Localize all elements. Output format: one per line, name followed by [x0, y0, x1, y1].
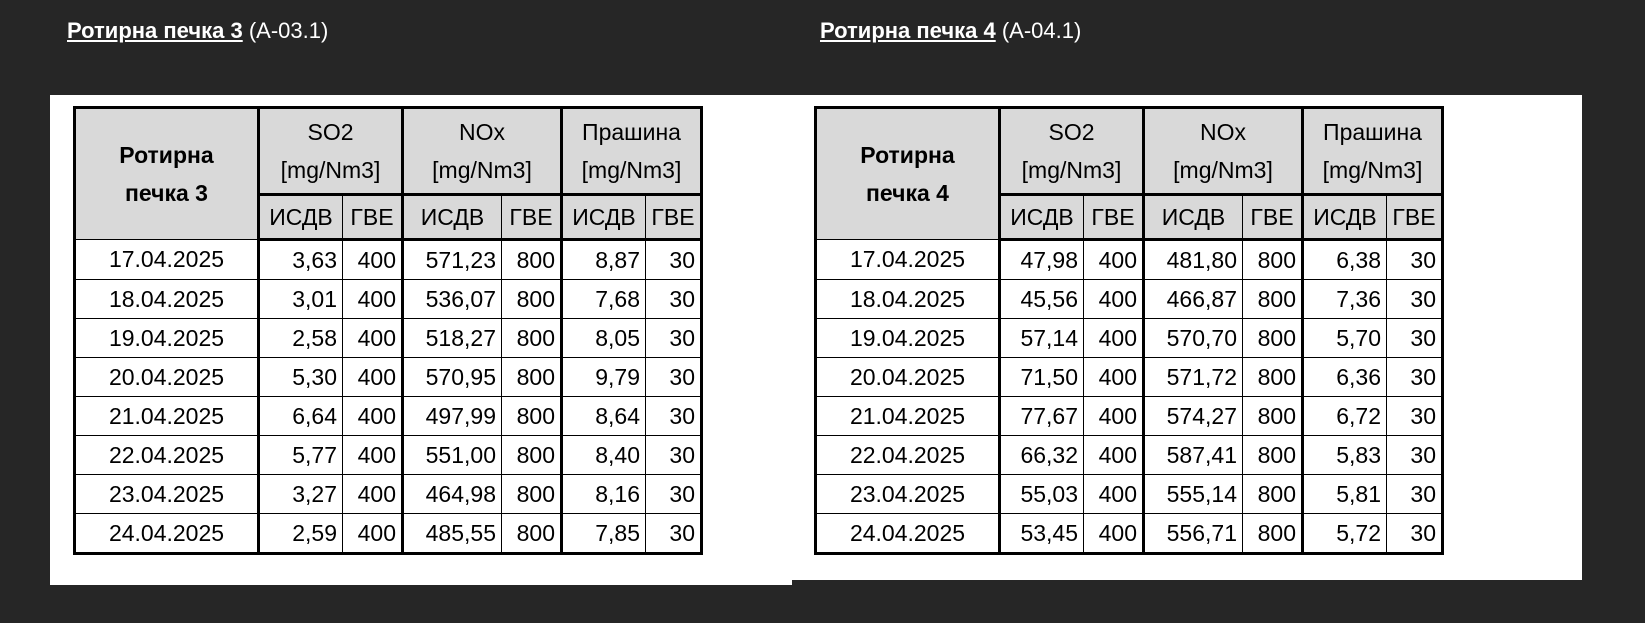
table-row	[816, 436, 1443, 475]
table-row	[75, 436, 702, 475]
dust-isdv-cell: 6,36	[1303, 358, 1387, 397]
dust-isdv-cell: 8,16	[562, 475, 646, 514]
heading-code: (А-03.1)	[242, 18, 329, 43]
dust-gve-cell: 30	[646, 514, 702, 554]
table-row	[75, 397, 702, 436]
table-row	[816, 397, 1443, 436]
group-name: Прашина	[1323, 119, 1422, 145]
so2-gve-cell: 400	[343, 319, 403, 358]
so2-gve-cell: 400	[343, 397, 403, 436]
group-unit: [mg/Nm3]	[1173, 157, 1273, 183]
so2-isdv-cell: 77,67	[1000, 397, 1084, 436]
so2-isdv-cell: 2,58	[259, 319, 343, 358]
dust-gve-cell: 30	[1387, 397, 1443, 436]
date-cell: 24.04.2025	[75, 514, 259, 554]
table-row	[816, 240, 1443, 280]
corner-header	[75, 108, 259, 240]
subheader-isdv: ИСДВ	[562, 195, 646, 240]
dust-gve-cell: 30	[646, 397, 702, 436]
dust-gve-cell: 30	[1387, 514, 1443, 554]
nox-gve-cell: 800	[502, 280, 562, 319]
group-name: Прашина	[582, 119, 681, 145]
table-row	[75, 319, 702, 358]
dust-isdv-cell: 8,64	[562, 397, 646, 436]
nox-isdv-cell: 570,70	[1144, 319, 1243, 358]
header-row	[816, 108, 1443, 195]
dust-isdv-cell: 5,70	[1303, 319, 1387, 358]
so2-gve-cell: 400	[1084, 280, 1144, 319]
date-cell: 24.04.2025	[816, 514, 1000, 554]
dust-gve-cell: 30	[646, 475, 702, 514]
so2-gve-cell: 400	[1084, 475, 1144, 514]
subheader-gve: ГВЕ	[343, 195, 403, 240]
dust-gve-cell: 30	[646, 358, 702, 397]
dust-gve-cell: 30	[646, 280, 702, 319]
table-body	[75, 240, 702, 554]
dust-gve-cell: 30	[1387, 280, 1443, 319]
so2-isdv-cell: 57,14	[1000, 319, 1084, 358]
subheader-gve: ГВЕ	[646, 195, 702, 240]
date-cell: 18.04.2025	[816, 280, 1000, 319]
dust-isdv-cell: 7,85	[562, 514, 646, 554]
group-unit: [mg/Nm3]	[432, 157, 532, 183]
corner-line: Ротирна	[860, 142, 955, 168]
table-row	[75, 358, 702, 397]
nox-isdv-cell: 570,95	[403, 358, 502, 397]
so2-gve-cell: 400	[343, 240, 403, 280]
corner-line: Ротирна	[119, 142, 214, 168]
so2-isdv-cell: 66,32	[1000, 436, 1084, 475]
dust-gve-cell: 30	[1387, 240, 1443, 280]
so2-gve-cell: 400	[1084, 397, 1144, 436]
heading-kiln-4	[820, 18, 1081, 44]
table-row	[816, 475, 1443, 514]
so2-isdv-cell: 3,01	[259, 280, 343, 319]
dust-gve-cell: 30	[1387, 358, 1443, 397]
subheader-gve: ГВЕ	[502, 195, 562, 240]
subheader-gve: ГВЕ	[1084, 195, 1144, 240]
group-name: SO2	[307, 119, 354, 145]
nox-isdv-cell: 497,99	[403, 397, 502, 436]
nox-gve-cell: 800	[1243, 319, 1303, 358]
dust-gve-cell: 30	[646, 240, 702, 280]
so2-gve-cell: 400	[1084, 240, 1144, 280]
nox-isdv-cell: 481,80	[1144, 240, 1243, 280]
subheader-isdv: ИСДВ	[403, 195, 502, 240]
dust-isdv-cell: 6,38	[1303, 240, 1387, 280]
nox-isdv-cell: 485,55	[403, 514, 502, 554]
nox-gve-cell: 800	[1243, 475, 1303, 514]
table-row	[75, 240, 702, 280]
heading-title: Ротирна печка 3	[67, 18, 243, 43]
nox-isdv-cell: 556,71	[1144, 514, 1243, 554]
nox-gve-cell: 800	[1243, 397, 1303, 436]
so2-gve-cell: 400	[1084, 319, 1144, 358]
group-unit: [mg/Nm3]	[1322, 157, 1423, 183]
heading-kiln-3	[67, 18, 328, 44]
group-name: NOx	[1200, 119, 1246, 145]
table-row	[75, 514, 702, 554]
so2-gve-cell: 400	[343, 280, 403, 319]
nox-isdv-cell: 551,00	[403, 436, 502, 475]
group-header-nox	[403, 108, 562, 195]
so2-gve-cell: 400	[343, 358, 403, 397]
nox-isdv-cell: 536,07	[403, 280, 502, 319]
group-unit: [mg/Nm3]	[280, 157, 381, 183]
date-cell: 20.04.2025	[75, 358, 259, 397]
corner-line: печка 3	[125, 180, 208, 206]
so2-isdv-cell: 71,50	[1000, 358, 1084, 397]
nox-gve-cell: 800	[502, 240, 562, 280]
nox-gve-cell: 800	[502, 436, 562, 475]
nox-gve-cell: 800	[502, 514, 562, 554]
so2-isdv-cell: 53,45	[1000, 514, 1084, 554]
corner-header	[816, 108, 1000, 240]
nox-isdv-cell: 464,98	[403, 475, 502, 514]
nox-gve-cell: 800	[1243, 358, 1303, 397]
subheader-gve: ГВЕ	[1243, 195, 1303, 240]
nox-gve-cell: 800	[1243, 514, 1303, 554]
so2-isdv-cell: 3,27	[259, 475, 343, 514]
dust-isdv-cell: 7,68	[562, 280, 646, 319]
so2-isdv-cell: 5,77	[259, 436, 343, 475]
dust-gve-cell: 30	[1387, 475, 1443, 514]
group-unit: [mg/Nm3]	[1021, 157, 1122, 183]
table-body	[816, 240, 1443, 554]
dust-isdv-cell: 5,72	[1303, 514, 1387, 554]
panel-kiln-4	[792, 95, 1582, 580]
so2-isdv-cell: 45,56	[1000, 280, 1084, 319]
group-name: SO2	[1048, 119, 1095, 145]
heading-code: (А-04.1)	[995, 18, 1082, 43]
nox-gve-cell: 800	[502, 475, 562, 514]
heading-title: Ротирна печка 4	[820, 18, 996, 43]
nox-isdv-cell: 518,27	[403, 319, 502, 358]
dust-isdv-cell: 8,05	[562, 319, 646, 358]
date-cell: 17.04.2025	[816, 240, 1000, 280]
date-cell: 23.04.2025	[75, 475, 259, 514]
date-cell: 22.04.2025	[816, 436, 1000, 475]
header-row	[75, 108, 702, 195]
date-cell: 23.04.2025	[816, 475, 1000, 514]
so2-gve-cell: 400	[343, 514, 403, 554]
emissions-table-kiln-3	[73, 106, 703, 555]
so2-gve-cell: 400	[1084, 358, 1144, 397]
subheader-isdv: ИСДВ	[1000, 195, 1084, 240]
nox-isdv-cell: 571,23	[403, 240, 502, 280]
table-row	[75, 280, 702, 319]
group-header-so2	[1000, 108, 1144, 195]
so2-isdv-cell: 5,30	[259, 358, 343, 397]
so2-gve-cell: 400	[343, 475, 403, 514]
date-cell: 21.04.2025	[816, 397, 1000, 436]
subheader-isdv: ИСДВ	[259, 195, 343, 240]
so2-isdv-cell: 2,59	[259, 514, 343, 554]
table-row	[816, 358, 1443, 397]
corner-line: печка 4	[866, 180, 949, 206]
nox-isdv-cell: 574,27	[1144, 397, 1243, 436]
nox-gve-cell: 800	[502, 358, 562, 397]
date-cell: 22.04.2025	[75, 436, 259, 475]
so2-isdv-cell: 47,98	[1000, 240, 1084, 280]
group-header-so2	[259, 108, 403, 195]
subheader-isdv: ИСДВ	[1144, 195, 1243, 240]
table-row	[816, 280, 1443, 319]
date-cell: 19.04.2025	[75, 319, 259, 358]
so2-isdv-cell: 3,63	[259, 240, 343, 280]
group-name: NOx	[459, 119, 505, 145]
dust-gve-cell: 30	[646, 436, 702, 475]
dust-isdv-cell: 5,81	[1303, 475, 1387, 514]
dust-gve-cell: 30	[1387, 319, 1443, 358]
date-cell: 19.04.2025	[816, 319, 1000, 358]
nox-isdv-cell: 571,72	[1144, 358, 1243, 397]
nox-isdv-cell: 587,41	[1144, 436, 1243, 475]
dust-gve-cell: 30	[646, 319, 702, 358]
dust-isdv-cell: 8,87	[562, 240, 646, 280]
date-cell: 18.04.2025	[75, 280, 259, 319]
nox-gve-cell: 800	[1243, 240, 1303, 280]
group-header-dust	[562, 108, 702, 195]
so2-gve-cell: 400	[1084, 514, 1144, 554]
dust-isdv-cell: 9,79	[562, 358, 646, 397]
dust-isdv-cell: 6,72	[1303, 397, 1387, 436]
date-cell: 20.04.2025	[816, 358, 1000, 397]
group-header-dust	[1303, 108, 1443, 195]
group-unit: [mg/Nm3]	[581, 157, 682, 183]
subheader-isdv: ИСДВ	[1303, 195, 1387, 240]
nox-isdv-cell: 555,14	[1144, 475, 1243, 514]
dust-isdv-cell: 5,83	[1303, 436, 1387, 475]
so2-isdv-cell: 55,03	[1000, 475, 1084, 514]
dust-isdv-cell: 7,36	[1303, 280, 1387, 319]
nox-gve-cell: 800	[502, 319, 562, 358]
date-cell: 21.04.2025	[75, 397, 259, 436]
nox-gve-cell: 800	[502, 397, 562, 436]
nox-gve-cell: 800	[1243, 280, 1303, 319]
table-row	[816, 319, 1443, 358]
so2-gve-cell: 400	[343, 436, 403, 475]
dust-isdv-cell: 8,40	[562, 436, 646, 475]
nox-isdv-cell: 466,87	[1144, 280, 1243, 319]
so2-isdv-cell: 6,64	[259, 397, 343, 436]
panel-kiln-3	[50, 95, 792, 585]
emissions-table-kiln-4	[814, 106, 1444, 555]
subheader-gve: ГВЕ	[1387, 195, 1443, 240]
table-row	[816, 514, 1443, 554]
group-header-nox	[1144, 108, 1303, 195]
dust-gve-cell: 30	[1387, 436, 1443, 475]
so2-gve-cell: 400	[1084, 436, 1144, 475]
table-row	[75, 475, 702, 514]
nox-gve-cell: 800	[1243, 436, 1303, 475]
date-cell: 17.04.2025	[75, 240, 259, 280]
